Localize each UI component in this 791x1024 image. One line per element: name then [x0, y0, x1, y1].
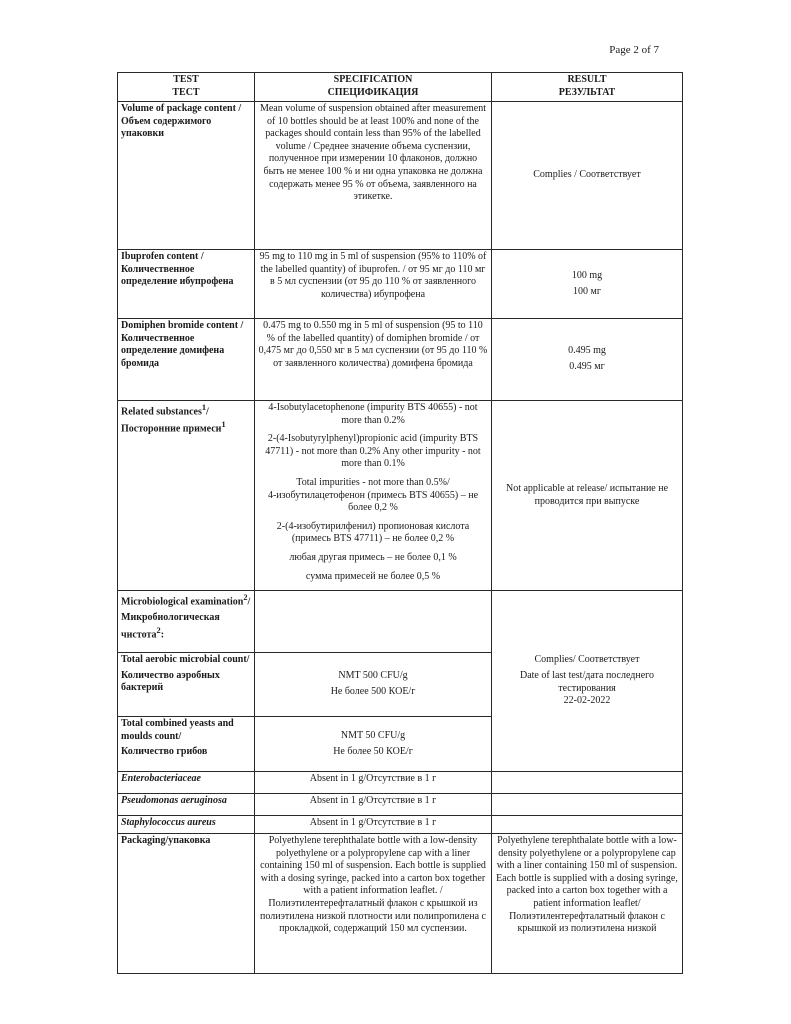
domiphen-test: Domiphen bromide content / Количественное определение домифена бромида	[118, 319, 255, 401]
volume-test: Volume of package content / Объем содержимого упаковки	[118, 102, 255, 250]
yeasts-test-ru: Количество грибов	[121, 746, 208, 758]
table-row-volume	[118, 102, 683, 250]
entero-result-empty	[492, 772, 683, 794]
micro-result-date: 22-02-2022	[563, 695, 611, 707]
yeasts-test	[118, 717, 255, 772]
yeasts-spec	[255, 717, 492, 772]
staph-spec: Absent in 1 g/Отсутствие в 1 г	[255, 816, 492, 834]
aerobic-spec	[255, 653, 492, 717]
pseudo-spec: Absent in 1 g/Отсутствие в 1 г	[255, 794, 492, 816]
page-number: Page 2 of 7	[609, 44, 659, 56]
ibuprofen-result	[492, 250, 683, 319]
related-spec-impurity-b-ru: 2-(4-изобутирилфенил) пропионовая кислота (примесь BTS 47711) – не более 0,2 %	[276, 520, 470, 545]
entero-test: Enterobacteriaceae	[118, 772, 255, 794]
micro-spec-empty	[255, 591, 492, 653]
related-test	[118, 401, 255, 591]
related-footnote-2: 1	[221, 419, 226, 429]
table-row-pseudomonas	[118, 794, 683, 816]
micro-result-status: Complies/ Соответствует	[534, 654, 640, 666]
packaging-spec: Polyethylene terephthalate bottle with a low-density polyethylene or a polypropylene cap with a liner containing 150 ml of suspension. Each bottle is supplied with a dosing syringe, packed into a carton box together with a patient information leaflet. / Полиэтилентерефталатный флакон с крышкой из полиэтилена низкой плотности или полипропилена с прокладкой, содержащий 150 мл суспензии.	[255, 834, 492, 974]
pseudo-result-empty	[492, 794, 683, 816]
pseudo-test: Pseudomonas aeruginosa	[118, 794, 255, 816]
related-spec-impurity-a: 4-Isobutylacetophenone (impurity BTS 40655) - not more than 0.2%	[268, 402, 478, 426]
header-test	[118, 73, 255, 102]
yeasts-test-en: Total combined yeasts and moulds count/	[121, 718, 234, 742]
related-spec-impurity-a-ru: 4-изобутилацетофенон (примесь BTS 40655) – не более 0,2 %	[267, 489, 479, 514]
ibuprofen-result-en: 100 mg	[571, 269, 603, 281]
micro-footnote-1: 2	[243, 593, 248, 602]
volume-spec: Mean volume of suspension obtained after measurement of 10 bottles should be at least 100% and none of the packages should contain less than 95% of the labelled volume / Среднее значение объема суспензии, полученное при измерении 10 флаконов, должно быть не менее 100 % и ни одна упаковка не должна содержать менее 95 % от объема, заявленного на этикетке.	[255, 102, 492, 250]
table-header-row	[118, 73, 683, 102]
related-spec-total: Total impurities - not more than 0.5%/	[296, 476, 450, 488]
aerobic-test	[118, 653, 255, 717]
header-test-en: TEST	[173, 74, 199, 86]
table-row-domiphen	[118, 319, 683, 401]
packaging-result: Polyethylene terephthalate bottle with a low-density polyethylene or a polypropylene cap with a liner containing 150 ml of suspension. Each bottle is supplied with a dosing syringe, packed into a carton box together with a patient information leaflet/ Полиэтилентерефталатный флакон с крышкой из полиэтилена низкой	[492, 834, 683, 974]
table-row-ibuprofen	[118, 250, 683, 319]
staph-result-empty	[492, 816, 683, 834]
table-row-related-substances	[118, 401, 683, 591]
header-result	[492, 73, 683, 102]
aerobic-spec-en: NMT 500 CFU/g	[338, 670, 408, 682]
staph-test: Staphylococcus aureus	[118, 816, 255, 834]
aerobic-spec-ru: Не более 500 КОЕ/г	[330, 686, 416, 697]
related-spec-other-ru: любая другая примесь – не более 0,1 %	[289, 551, 457, 563]
ibuprofen-test: Ibuprofen content / Количественное определение ибупрофена	[118, 250, 255, 319]
domiphen-result-en: 0.495 mg	[568, 345, 606, 357]
domiphen-spec: 0.475 mg to 0.550 mg in 5 ml of suspension (95 to 110 % of the labelled quantity) of domiphen bromide / от 0,475 мг до 0,550 мг в 5 мл суспензии (от 95 до 110 % от заявленного количества) домифена бромида	[255, 319, 492, 401]
header-test-ru: ТЕСТ	[172, 87, 200, 98]
micro-footnote-2: 2	[156, 625, 161, 635]
micro-test	[118, 591, 255, 653]
micro-test-en: Microbiological examination	[121, 596, 244, 608]
micro-test-colon: :	[160, 628, 165, 640]
yeasts-spec-ru: Не более 50 КОЕ/г	[333, 745, 413, 757]
micro-test-slash: /	[247, 596, 251, 608]
header-spec	[255, 73, 492, 102]
specification-table	[117, 72, 683, 974]
table-row-staphylococcus	[118, 816, 683, 834]
ibuprofen-spec: 95 mg to 110 mg in 5 ml of suspension (95% to 110% of the labelled quantity) of ibuprofen. / от 95 мг до 110 мг в 5 мл суспензии (от 95 до 110 % от заявленного количества) ибупрофена	[255, 250, 492, 319]
micro-result-date-label: Date of last test/дата последнего тестирования	[519, 669, 655, 694]
ibuprofen-result-ru: 100 мг	[573, 285, 601, 297]
related-spec	[255, 401, 492, 591]
related-spec-impurity-b: 2-(4-Isobutyrylphenyl)propionic acid (impurity BTS 47711) - not more than 0.2% Any other impurity - not more than 0.1%	[265, 433, 481, 470]
header-spec-ru: СПЕЦИФИКАЦИЯ	[327, 87, 419, 98]
table-row-enterobacteriaceae	[118, 772, 683, 794]
related-test-en: Related substances	[121, 406, 202, 418]
packaging-test: Packaging/упаковка	[118, 834, 255, 974]
related-spec-total-ru: сумма примесей не более 0,5 %	[305, 570, 441, 582]
domiphen-result-ru: 0.495 мг	[569, 361, 605, 372]
micro-test-ru: Микробиологическая чистота	[121, 611, 220, 640]
aerobic-test-en: Total aerobic microbial count/	[121, 654, 250, 665]
domiphen-result	[492, 319, 683, 401]
aerobic-test-ru: Количество аэробных бактерий	[121, 669, 220, 694]
header-result-ru: РЕЗУЛЬТАТ	[558, 87, 616, 98]
table-row-packaging	[118, 834, 683, 974]
volume-result: Complies / Соответствует	[492, 102, 683, 250]
related-footnote-1: 1	[201, 403, 207, 412]
yeasts-spec-en: NMT 50 CFU/g	[340, 729, 406, 741]
micro-result	[492, 591, 683, 772]
table-row-microbiological	[118, 591, 683, 653]
related-test-ru: / Посторонние примеси	[121, 406, 222, 435]
header-spec-en: SPECIFICATION	[333, 74, 413, 86]
entero-spec: Absent in 1 g/Отсутствие в 1 г	[255, 772, 492, 794]
header-result-en: RESULT	[567, 74, 607, 86]
related-result: Not applicable at release/ испытание не проводится при выпуске	[492, 401, 683, 591]
